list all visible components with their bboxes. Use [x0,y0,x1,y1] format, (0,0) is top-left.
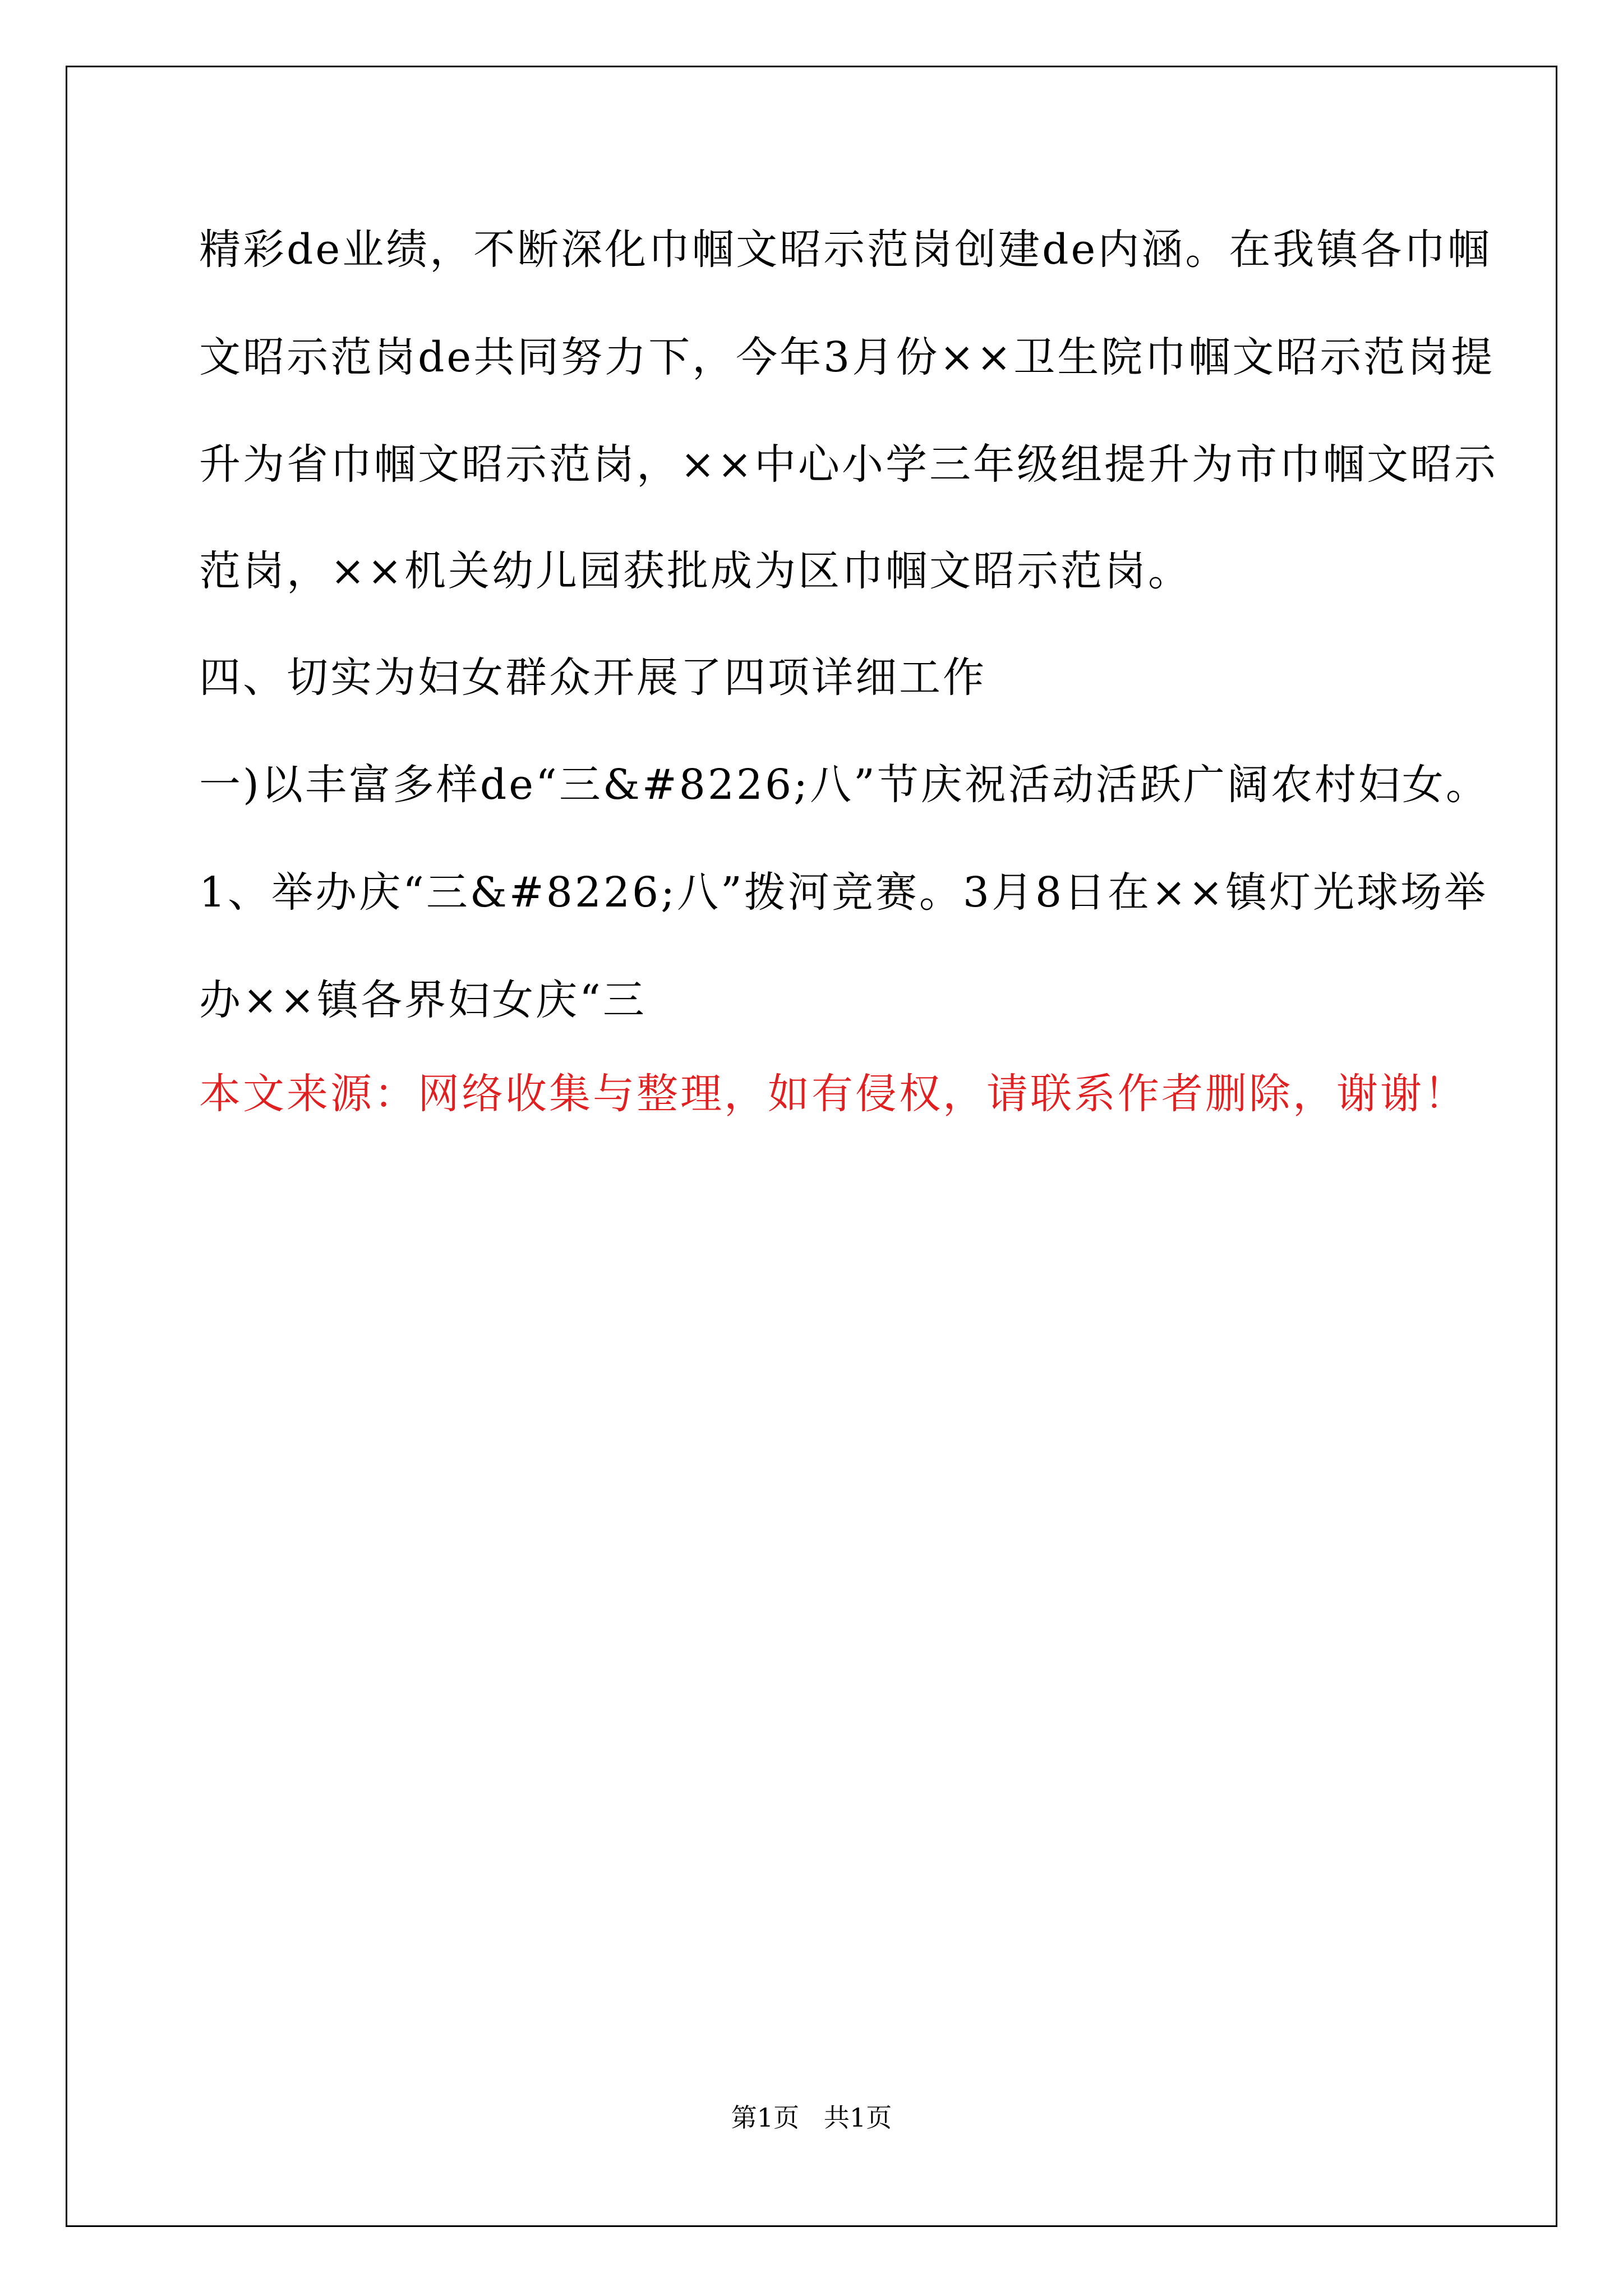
page-number-footer: 第1页 共1页 [731,2102,892,2133]
paragraph-line-3: 升为省巾帼文昭示范岗，××中心小学三年级组提升为市巾帼文昭示 [199,440,1498,489]
section-heading: 四、切实为妇女群众开展了四项详细工作 [199,654,986,702]
subsection-heading: 一)以丰富多样de“三&#8226;八”节庆祝活动活跃广阔农村妇女。 [199,761,1490,809]
paragraph-line-1: 精彩de业绩，不断深化巾帼文昭示范岗创建de内涵。在我镇各巾帼 [199,226,1492,274]
paragraph-line-2: 文昭示范岗de共同努力下，今年3月份××卫生院巾帼文昭示范岗提 [199,333,1495,381]
list-item-line-1: 1、举办庆“三&#8226;八”拨河竞赛。3月8日在××镇灯光球场举 [199,868,1488,917]
page-border [66,66,1557,2227]
list-item-line-2: 办××镇各界妇女庆“三 [199,976,647,1024]
paragraph-line-4: 范岗，××机关幼儿园获批成为区巾帼文昭示范岗。 [199,547,1192,595]
source-note: 本文来源：网络收集与整理，如有侵权，请联系作者删除，谢谢！ [199,1070,1468,1118]
